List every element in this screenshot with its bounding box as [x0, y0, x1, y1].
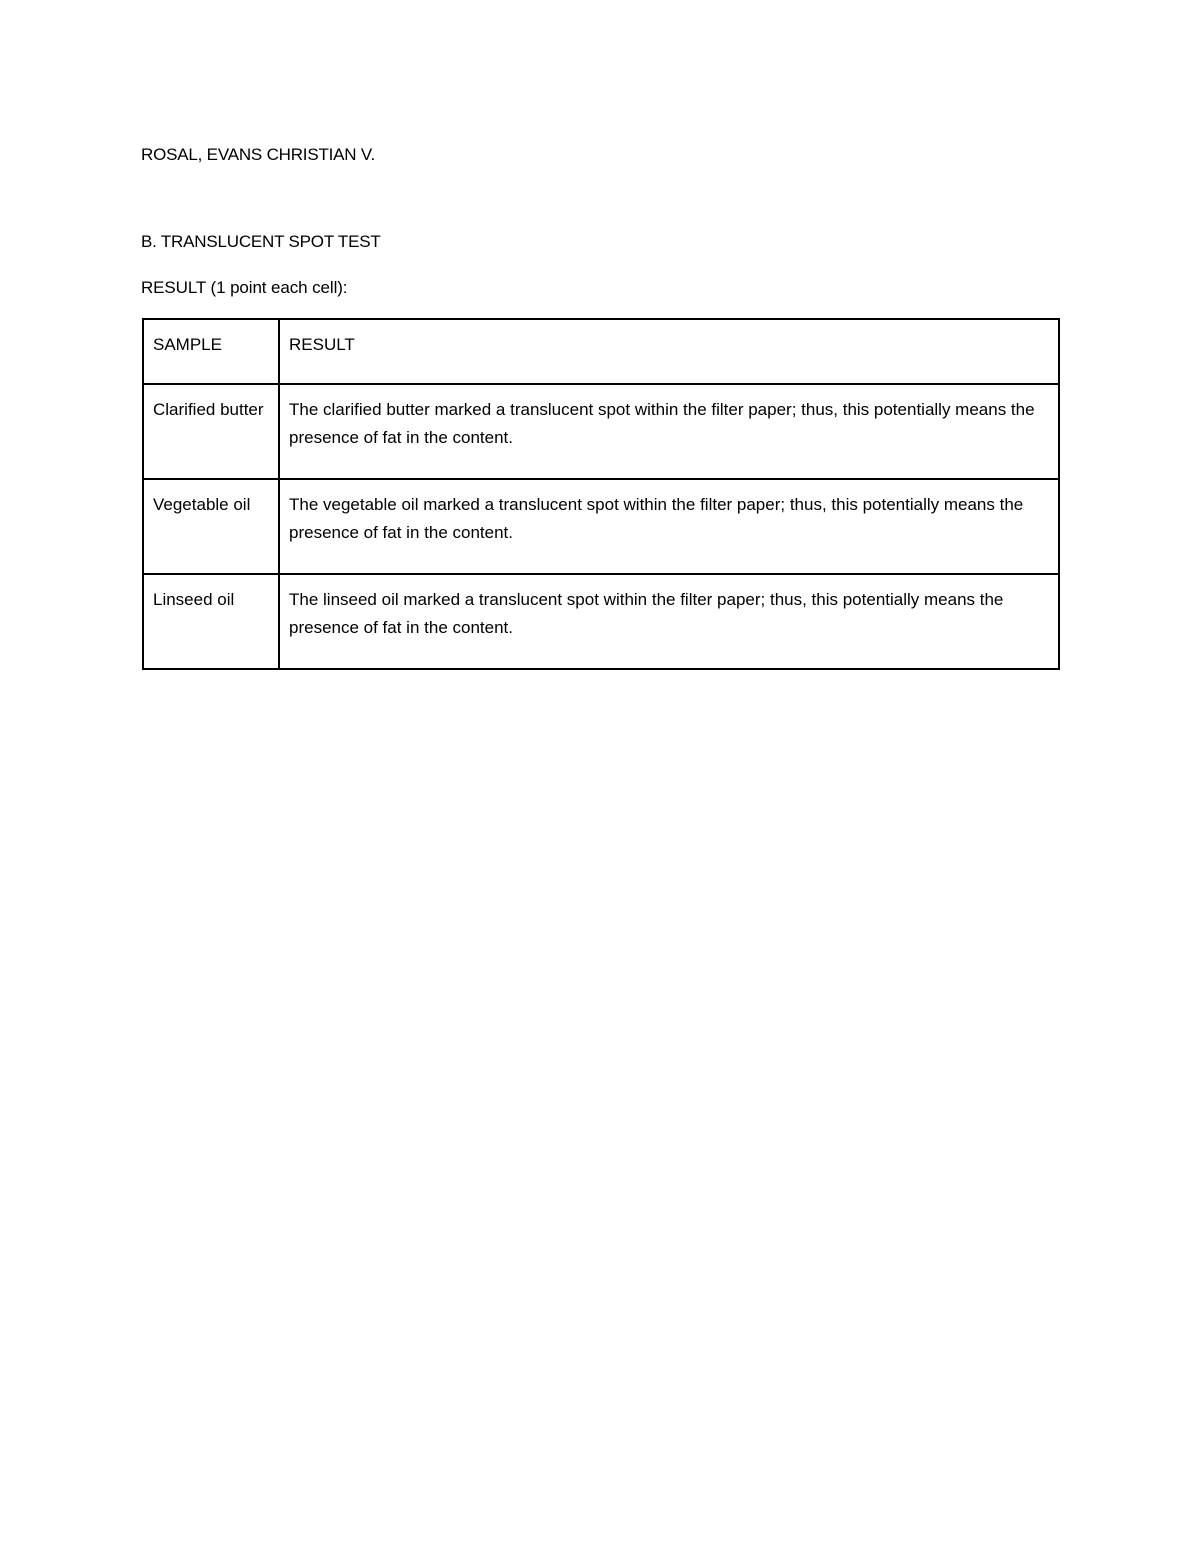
author-name: ROSAL, EVANS CHRISTIAN V. — [141, 145, 376, 164]
sample-cell: Vegetable oil — [143, 479, 279, 574]
results-table — [142, 318, 1060, 670]
result-cell: The clarified butter marked a translucent spot within the filter paper; thus, this potentially means the presence of fat in the content. — [279, 384, 1059, 479]
result-label: RESULT (1 point each cell): — [141, 278, 348, 297]
sample-column-header: SAMPLE — [143, 319, 279, 384]
table-header-row — [143, 319, 1059, 384]
result-cell: The linseed oil marked a translucent spot within the filter paper; thus, this potentially means the presence of fat in the content. — [279, 574, 1059, 669]
table-row — [143, 384, 1059, 479]
table-row — [143, 479, 1059, 574]
section-heading: B. TRANSLUCENT SPOT TEST — [141, 232, 381, 251]
sample-cell: Linseed oil — [143, 574, 279, 669]
result-column-header: RESULT — [279, 319, 1059, 384]
sample-cell: Clarified butter — [143, 384, 279, 479]
table-row — [143, 574, 1059, 669]
results-table-container — [142, 318, 1058, 670]
result-cell: The vegetable oil marked a translucent spot within the filter paper; thus, this potentially means the presence of fat in the content. — [279, 479, 1059, 574]
